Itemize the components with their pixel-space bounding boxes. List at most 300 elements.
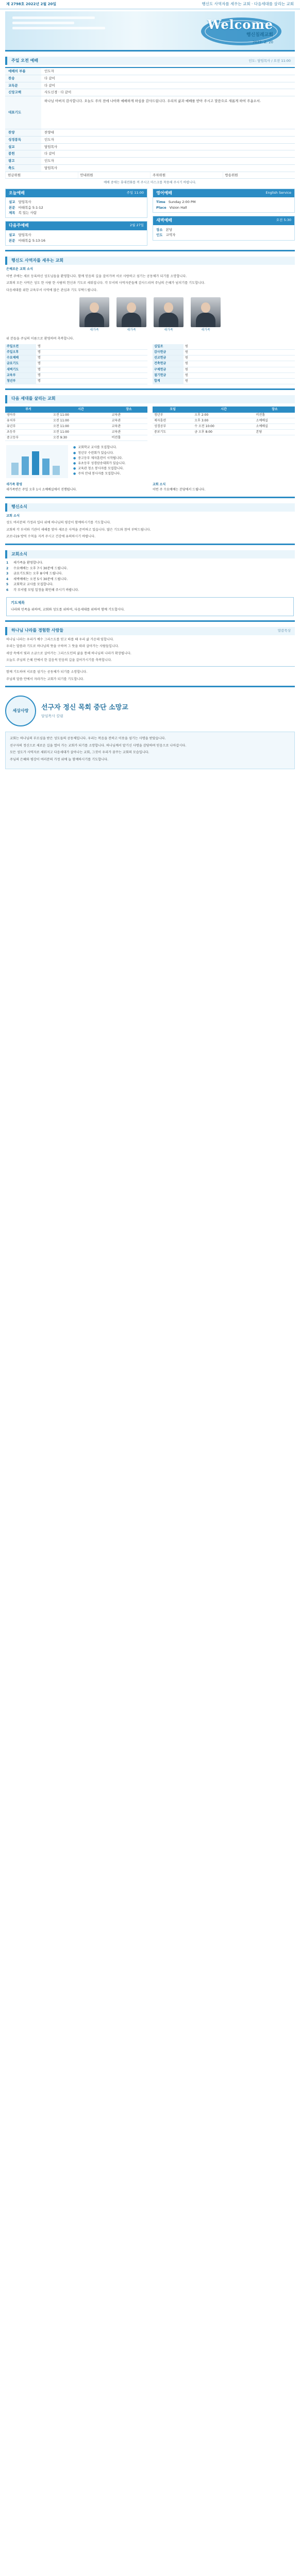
card-title: 영어예배 (156, 190, 172, 195)
row-value: 다 같이 (44, 151, 55, 156)
section-title (5, 395, 295, 403)
table-row (5, 361, 147, 367)
paragraph: 교회는 하나님의 부르심을 받은 성도들의 공동체입니다. 우리는 복음을 전하고 이웃을 섬기는 사명을 받았습니다. (10, 737, 166, 741)
list-text: 교회학교 교사를 모집합니다. (78, 446, 117, 450)
list-item (73, 461, 294, 466)
stat-label: 구제헌금 (153, 367, 184, 372)
cell: 오후 2:00 (193, 413, 254, 418)
row-key: 예배의 부름 (5, 68, 41, 75)
cell: 교육관 (110, 424, 147, 430)
cards-left (5, 189, 147, 246)
announcement-list (73, 445, 294, 478)
person-photo-icon (116, 297, 146, 327)
section-title-text: 행신도 사역자를 세우는 교회 (11, 258, 64, 263)
card-row (9, 238, 144, 243)
list-item (6, 561, 294, 566)
list-item (6, 588, 294, 594)
photo-caption: 새가족 (201, 328, 210, 332)
stat-label: 금요기도 (5, 361, 36, 367)
person-photo-icon (191, 297, 221, 327)
cell: 교육관 (110, 430, 147, 435)
item-text: 수요예배는 오후 7시 30분에 드립니다. (13, 566, 68, 570)
stat-value: 원 (184, 372, 295, 378)
paragraph: 교회의 각 부서와 기관이 새해를 맞아 새로운 사역을 준비하고 있습니다. 많은 기도와 참여 부탁드립니다. (6, 528, 151, 532)
table-row (153, 430, 295, 435)
card-body (6, 230, 147, 245)
bullet-icon: ● (73, 446, 76, 450)
paragraph: 이번 주에는 새로 등록하신 성도님들을 환영합니다. 함께 믿음의 길을 걸어가며 서로 사랑하고 섬기는 공동체가 되기를 소망합니다. (6, 274, 187, 278)
table-row (5, 413, 147, 418)
cell: 비전홀 (110, 435, 147, 441)
bullet-icon: ● (73, 461, 76, 465)
worship-row (5, 137, 295, 144)
card-key: Time (156, 200, 165, 205)
section-title-text: 하나님 나라를 경험한 사람들 (11, 628, 64, 633)
info-graphic-area (6, 445, 294, 478)
cell: 오전 11:00 (52, 430, 110, 435)
divider (5, 620, 295, 622)
closing-block (6, 670, 294, 682)
worship-row (5, 150, 295, 158)
mini-heading: 교회 소식 (153, 483, 166, 487)
row-value: 인도자 (44, 159, 54, 163)
church-name: 행신침례교회 (246, 32, 273, 38)
table-row (153, 355, 295, 361)
section-title-text: 행신소식 (11, 504, 27, 510)
member-photo (154, 297, 184, 332)
column-badge: 세상사랑 (5, 696, 36, 726)
news-block-2 (6, 514, 294, 539)
card-body (153, 197, 294, 212)
stat-value: 명 (36, 350, 147, 355)
section-title (5, 257, 295, 265)
bullet-icon: ● (73, 451, 76, 455)
col-header: 장소 (110, 406, 147, 413)
worship-order-table (5, 67, 295, 179)
item-number: 5 (6, 583, 9, 587)
row-value: 담임목사 (44, 144, 58, 149)
paragraph: 교회의 모든 사역은 성도 한 사람 한 사람의 헌신과 기도로 세워집니다. 각 부서의 사역자분들께 감사드리며 주님의 은혜가 넘치기를 기도합니다. (6, 281, 206, 285)
column-header (5, 696, 295, 726)
church-news-list (6, 561, 294, 593)
row-value: 찬양대 (44, 130, 54, 135)
paragraph: 우리는 말씀과 기도로 하나님의 뜻을 구하며 그 뜻을 따라 살아가는 사람들입니다. (6, 645, 119, 649)
prayer-text: 하나님 아버지 감사합니다. 오늘도 주의 전에 나아와 예배하게 하심을 감사드립니다. 우리의 삶과 예배를 받아 주시고 말씀으로 새롭게 하여 주옵소서. (44, 99, 261, 104)
paragraph: 오늘도 주님의 은혜 안에서 한 걸음씩 믿음의 길을 걸어가시기를 축복합니다. (6, 658, 112, 663)
section-meta: 말씀묵상 (277, 629, 291, 633)
table-row (5, 430, 147, 435)
row-key: 축도 (5, 165, 41, 172)
box-text: 나라와 민족을 위하여, 교회와 성도를 위하여, 다음세대를 위하여 함께 기도합시다. (11, 607, 125, 612)
card-meta: English Service (265, 190, 291, 195)
row-value: 담임목사 (44, 165, 58, 170)
news-heading: 교회 소식 (6, 514, 20, 518)
paragraph: 주님의 말씀 안에서 자라가는 교회가 되기를 기도합니다. (6, 677, 85, 681)
worship-row (5, 82, 295, 90)
paragraph: 코로나19 방역 수칙을 지켜 주시고 건강에 유의하시기 바랍니다. (6, 535, 96, 539)
cell: 영아부 (5, 413, 52, 418)
col-header: 시간 (193, 406, 254, 413)
top-strip (0, 0, 300, 9)
volunteer-label: 헌금위원 (5, 172, 78, 179)
list-item (73, 471, 294, 477)
divider (5, 544, 295, 545)
offering-col (153, 344, 295, 384)
paragraph: 성도 여러분의 가정과 일터 위에 하나님의 평강이 함께하시기를 기도합니다. (6, 521, 111, 525)
item-text: 교회학교 교사를 모집합니다. (13, 583, 54, 587)
mini-text: 이번 주 수요예배는 본당에서 드립니다. (153, 488, 206, 492)
section-title-text: 교회소식 (11, 551, 27, 556)
photo-caption: 새가족 (90, 328, 99, 332)
worship-row (5, 144, 295, 151)
table-row (153, 424, 295, 430)
item-text: 각 부서별 모임 일정을 확인해 주시기 바랍니다. (13, 588, 79, 592)
stat-value: 명 (36, 355, 147, 361)
card-row (9, 205, 144, 210)
cell: 유년부 (5, 424, 52, 430)
card-key: 설교 (9, 233, 15, 238)
dept-table (5, 406, 147, 442)
row-key: 광고 (5, 158, 41, 164)
member-photo (79, 297, 109, 332)
mini-text: 새가족반은 주일 오후 1시 소예배실에서 진행됩니다. (6, 488, 77, 492)
photo-caption: 새가족 (164, 328, 173, 332)
cards-right (153, 189, 295, 246)
divider (5, 388, 295, 390)
issue-number: 제 2798호 2022년 2월 20일 (6, 2, 57, 6)
col-header: 장소 (255, 406, 295, 413)
row-value: 다 같이 (44, 76, 55, 80)
worship-notice: 예배 중에는 휴대전화를 꺼 주시고 마스크를 착용해 주시기 바랍니다. (104, 181, 196, 185)
cell: 소예배실 (255, 424, 295, 430)
card-title: 오늘예배 (9, 190, 25, 195)
card-meta: 2월 27일 (129, 223, 144, 228)
table-row (5, 424, 147, 430)
row-key: 찬송 (5, 75, 41, 82)
cell: 청년부 (153, 413, 193, 418)
photo-note (6, 336, 294, 342)
card-row (9, 199, 144, 205)
item-number: 1 (6, 561, 9, 565)
dawn-service-card (153, 216, 295, 241)
cell: 중고등부 (5, 435, 52, 441)
column-text (10, 736, 290, 762)
worship-meta: 인도: 담임목사 / 오전 11:00 (248, 58, 291, 63)
card-key: 본문 (9, 205, 15, 210)
group-table (153, 406, 295, 435)
stat-value: 명 (36, 378, 147, 384)
card-key: 설교 (9, 200, 15, 205)
table-row (5, 435, 147, 441)
card-header (6, 222, 147, 230)
item-number: 2 (6, 566, 9, 570)
card-body (6, 197, 147, 217)
table-header-row (5, 406, 147, 413)
card-key: 본문 (9, 238, 15, 243)
cell: 교육관 (110, 413, 147, 418)
stat-value: 원 (184, 361, 295, 367)
stat-value: 원 (184, 350, 295, 355)
cell: 비전홀 (255, 413, 295, 418)
stat-value: 명 (36, 344, 147, 350)
cell: 초등부 (5, 430, 52, 435)
table-row (153, 418, 295, 424)
prayer-row (5, 96, 295, 129)
worship-row (5, 158, 295, 165)
stat-label: 십일조 (153, 344, 184, 350)
paragraph: 선구자의 정신으로 새로운 길을 열어 가는 교회가 되기를 소망합니다. 하나님께서 맡기신 사명을 감당하며 믿음으로 나아갑시다. (10, 743, 187, 748)
card-row (156, 199, 291, 205)
person-photo-icon (79, 297, 109, 327)
row-key: 성경봉독 (5, 137, 41, 143)
item-number: 3 (6, 572, 9, 576)
row-value: 인도자 (44, 137, 54, 142)
mini-col (153, 482, 294, 492)
group-schedule (153, 406, 295, 442)
paragraph: 주님의 은혜와 평강이 여러분의 가정 위에 늘 함께하시기를 기도합니다. (10, 758, 109, 762)
card-value: 본당 (165, 227, 173, 232)
table-row (153, 413, 295, 418)
list-item (73, 456, 294, 461)
stat-label: 주일오전 (5, 344, 36, 350)
decorative-graphic-icon (6, 445, 68, 478)
stat-label: 새벽기도 (5, 367, 36, 372)
prayer-box (6, 597, 294, 616)
worship-title: 주일 오전 예배 (11, 58, 38, 63)
list-item (6, 566, 294, 572)
attendance-table (5, 344, 147, 384)
new-members-photos (0, 297, 300, 332)
column-author: 담임목사 칼럼 (41, 714, 63, 718)
stat-label: 청년부 (5, 378, 36, 384)
stat-value: 명 (36, 372, 147, 378)
bulletin-date: 2022. 2. 20 (252, 40, 273, 44)
stat-value: 원 (184, 355, 295, 361)
row-value: 다 같이 (44, 83, 55, 88)
box-heading: 기도제목 (11, 601, 25, 605)
table-row (153, 350, 295, 355)
card-header (153, 216, 294, 225)
next-service-card (5, 221, 147, 246)
row-value: 인도자 (44, 69, 54, 73)
offering-table (153, 344, 295, 384)
row-key: 봉헌 (5, 150, 41, 157)
card-value: 복 있는 사람 (18, 211, 37, 215)
news-heading: 은혜로운 교회 소식 (6, 267, 34, 272)
worship-row (5, 129, 295, 137)
card-value: 마태복음 5:1-12 (18, 205, 43, 210)
volunteer-row (5, 172, 295, 179)
member-photo (191, 297, 221, 332)
row-key: 대표기도 (5, 96, 41, 129)
stat-label: 합계 (153, 378, 184, 384)
card-header (153, 189, 294, 198)
mini-columns (6, 482, 294, 492)
card-value: Sunday 2:00 PM (168, 200, 196, 205)
item-number: 4 (6, 577, 9, 581)
divider (5, 497, 295, 498)
cell: 오전 11:00 (52, 424, 110, 430)
schedule-tables (5, 406, 295, 442)
paragraph: 위 분들을 주님의 이름으로 환영하며 축복합니다. (6, 336, 74, 341)
list-item (6, 582, 294, 588)
worship-row (5, 68, 295, 75)
worship-row (5, 165, 295, 172)
col-header: 시간 (52, 406, 110, 413)
person-photo-icon (154, 297, 184, 327)
table-row (5, 367, 147, 372)
worship-row (5, 75, 295, 82)
cell: 본당 (255, 430, 295, 435)
volunteer-cols (5, 172, 295, 179)
cell: 중보기도 (153, 430, 193, 435)
item-text: 금요기도회는 오후 8시에 드립니다. (13, 572, 63, 576)
list-item (73, 445, 294, 450)
table-row (5, 418, 147, 424)
bullet-icon: ● (73, 467, 76, 471)
card-key: 제목 (9, 211, 15, 215)
item-number: 6 (6, 588, 9, 592)
card-value: 마태복음 5:13-16 (18, 238, 45, 243)
meditation-block (6, 637, 294, 663)
english-service-card (153, 189, 295, 213)
stat-value: 명 (36, 367, 147, 372)
col-header: 모임 (153, 406, 193, 413)
card-value: Vision Hall (169, 205, 187, 210)
item-text: 새가족을 환영합니다. (13, 561, 43, 565)
cell: 소예배실 (255, 418, 295, 424)
cell: 오전 11:00 (52, 418, 110, 424)
list-text: 교육관 청소 봉사자를 모집합니다. (78, 467, 124, 471)
worship-section-title (5, 57, 295, 65)
table-row (153, 367, 295, 372)
list-text: 중고등부 제자훈련이 시작됩니다. (78, 456, 123, 460)
card-row (156, 205, 291, 210)
row-key: 교독문 (5, 82, 41, 89)
table-row (5, 372, 147, 378)
card-row (156, 227, 291, 232)
stat-label: 절기헌금 (153, 372, 184, 378)
paragraph: 세상 속에서 빛과 소금으로 살아가는 그리스도인의 삶을 통해 하나님의 나라가 확장됩니다. (6, 651, 131, 655)
list-item (73, 466, 294, 471)
list-item (73, 451, 294, 456)
card-value: 담임목사 (18, 233, 31, 238)
stat-label: 선교헌금 (153, 355, 184, 361)
card-meta: 주일 11:00 (126, 190, 144, 195)
table-header-row (153, 406, 295, 413)
paragraph: 함께 기도하며 서로를 섬기는 공동체가 되기를 소망합니다. (6, 670, 88, 674)
bullet-icon: ● (73, 472, 76, 476)
stat-value: 원 (184, 367, 295, 372)
list-text: 청년부 수련회가 있습니다. (78, 451, 114, 455)
list-item (6, 571, 294, 577)
service-cards (5, 189, 295, 246)
stat-label: 교육부 (5, 372, 36, 378)
bullet-icon: ● (73, 456, 76, 460)
row-value: 사도신경 · 다 같이 (44, 90, 72, 95)
col-header: 부서 (5, 406, 52, 413)
card-key: 인도 (156, 233, 163, 238)
column-body (5, 732, 295, 769)
card-row (156, 232, 291, 238)
cell: 성경공부 (153, 424, 193, 430)
stat-value: 원 (184, 378, 295, 384)
row-key: 찬양 (5, 129, 41, 136)
cell: 유치부 (5, 418, 52, 424)
paragraph: 다음세대를 위한 교육부서 사역에 많은 관심과 기도 부탁드립니다. (6, 288, 98, 292)
cell: 오전 9:30 (52, 435, 110, 441)
mini-heading: 새가족 환영 (6, 483, 23, 487)
divider (5, 250, 295, 251)
card-header (6, 189, 147, 198)
worship-row (5, 89, 295, 96)
card-row (9, 232, 144, 238)
section-title (5, 503, 295, 512)
row-key: 신앙고백 (5, 89, 41, 96)
cell: 제자훈련 (153, 418, 193, 424)
photo-caption: 새가족 (127, 328, 136, 332)
table-row (153, 372, 295, 378)
card-meta: 오전 5:30 (276, 218, 291, 223)
volunteer-label: 방송위원 (223, 172, 295, 179)
table-row (5, 355, 147, 361)
today-service-card (5, 189, 147, 218)
list-text: 유초등부 성경암송대회가 있습니다. (78, 461, 126, 465)
cell: 오후 3:00 (193, 418, 254, 424)
section-title (5, 550, 295, 558)
paragraph: 모든 성도가 사역자로 세워지고 다음세대가 살아나는 교회, 그것이 우리가 꿈꾸는 교회의 모습입니다. (10, 751, 149, 755)
stat-value: 명 (36, 361, 147, 367)
card-key: Place (156, 205, 166, 210)
attendance-col (5, 344, 147, 384)
card-row (9, 210, 144, 215)
news-block (6, 267, 294, 293)
cell: 수 오전 10:00 (193, 424, 254, 430)
card-value: 담임목사 (18, 200, 31, 205)
list-item (6, 577, 294, 583)
column-title-wrap (41, 703, 128, 719)
divider (5, 686, 295, 687)
table-row (5, 378, 147, 384)
table-row (5, 350, 147, 355)
row-key: 설교 (5, 144, 41, 150)
dept-schedule (5, 406, 147, 442)
table-row (153, 344, 295, 350)
table-row (153, 361, 295, 367)
section-title-text: 다음 세대를 살리는 교회 (11, 396, 56, 401)
volunteer-label: 주차위원 (150, 172, 223, 179)
stat-label: 건축헌금 (153, 361, 184, 367)
cell: 오전 11:00 (52, 413, 110, 418)
stat-label: 수요예배 (5, 355, 36, 361)
section-title (5, 627, 295, 635)
stat-label: 감사헌금 (153, 350, 184, 355)
card-value: 교역자 (165, 233, 176, 238)
card-title: 새벽예배 (156, 218, 172, 223)
card-key: 장소 (156, 227, 163, 232)
item-text: 새벽예배는 오전 5시 30분에 드립니다. (13, 577, 68, 581)
divider (5, 666, 295, 667)
list-text: 주차 안내 봉사자를 모집합니다. (78, 472, 121, 476)
paragraph: 하나님 나라는 우리가 예수 그리스도를 믿고 따를 때 우리 삶 가운데 임합니다. (6, 637, 114, 641)
member-photo (116, 297, 146, 332)
attendance-offering-stats (5, 344, 295, 384)
cell: 금 오후 8:00 (193, 430, 254, 435)
header-banner (5, 11, 295, 52)
logo-word: Welcome (207, 17, 273, 32)
stat-value: 원 (184, 344, 295, 350)
table-row (5, 344, 147, 350)
